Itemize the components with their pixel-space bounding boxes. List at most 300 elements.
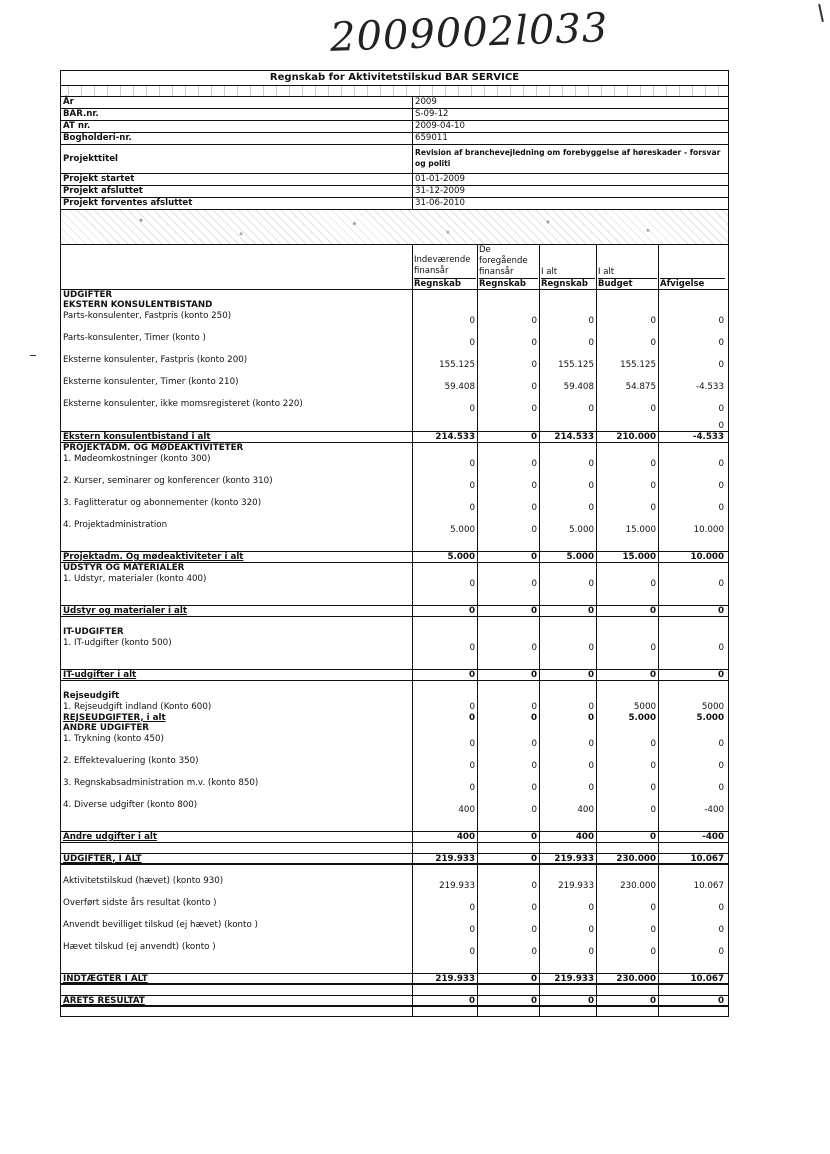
row-label: UDGIFTER, I ALT: [61, 854, 413, 863]
amount-cell: 0: [413, 332, 478, 354]
amount-cell: 0: [540, 475, 597, 497]
empty-cell: [540, 300, 597, 310]
info-key: År: [61, 97, 413, 108]
amount-cell: 0: [478, 996, 540, 1005]
empty-cell: [659, 659, 726, 669]
empty-cell: [659, 821, 726, 831]
amount-cell: 155.125: [540, 354, 597, 376]
row-label: 2. Kurser, seminarer og konferencer (konto 310): [61, 475, 413, 497]
empty-cell: [597, 843, 659, 853]
amount-cell: 0: [540, 453, 597, 475]
table-row: [61, 573, 728, 595]
empty-cell: [478, 1007, 540, 1016]
empty-cell: [659, 985, 726, 995]
amount-cell: 219.933: [540, 974, 597, 983]
amount-cell: 230.000: [597, 875, 659, 897]
amount-cell: 0: [413, 606, 478, 616]
empty-cell: [478, 843, 540, 853]
amount-cell: 0: [478, 733, 540, 755]
spacer-row: [61, 843, 728, 853]
amount-cell: 0: [478, 573, 540, 595]
amount-cell: 0: [478, 755, 540, 777]
row-label: 1. Mødeomkostninger (konto 300): [61, 453, 413, 475]
table-row: [61, 519, 728, 541]
empty-cell: [597, 300, 659, 310]
amount-cell: 15.000: [597, 519, 659, 541]
amount-cell: 5000: [701, 701, 724, 712]
amount-cell: 0: [478, 432, 540, 442]
empty-cell: [659, 691, 726, 701]
empty-cell: [659, 300, 726, 310]
amount-cell: 0: [413, 941, 478, 963]
info-key: Projekt afsluttet: [61, 186, 413, 197]
spacer-row: [61, 1007, 728, 1017]
row-label: Udstyr og materialer i alt: [61, 606, 413, 616]
amount-cell: 0: [478, 453, 540, 475]
table-row: [61, 453, 728, 475]
empty-cell: [540, 659, 597, 669]
spacer-cell: [61, 541, 413, 551]
empty-cell: [413, 300, 478, 310]
column-header-row: [61, 245, 728, 290]
spacer-cell: [61, 821, 413, 831]
section-heading-row: [61, 627, 728, 637]
amount-cell: 0: [597, 832, 659, 842]
amount-cell: 0: [718, 420, 724, 431]
amount-cell: 0: [597, 475, 659, 497]
section-heading: ANDRE UDGIFTER: [61, 723, 413, 733]
empty-cell: [659, 963, 726, 973]
total-row: [61, 995, 728, 1007]
amount-cell: -4.533: [692, 432, 724, 442]
amount-cell: [478, 420, 540, 431]
amount-cell: 0: [597, 670, 659, 680]
amount-cell: 0: [597, 497, 659, 519]
empty-cell: [540, 985, 597, 995]
row-label: INDTÆGTER I ALT: [61, 974, 413, 983]
info-value: 31-12-2009: [415, 186, 465, 196]
amount-cell: 0: [718, 579, 724, 589]
empty-cell: [597, 541, 659, 551]
amount-cell: 0: [478, 637, 540, 659]
empty-cell: [597, 865, 659, 875]
amount-cell: 0: [597, 755, 659, 777]
row-label: 1. Udstyr, materialer (konto 400): [61, 573, 413, 595]
total-row: [61, 853, 728, 865]
amount-cell: 0: [540, 332, 597, 354]
amount-cell: 219.933: [540, 854, 597, 863]
empty-cell: [659, 595, 726, 605]
empty-cell: [413, 627, 478, 637]
empty-cell: [540, 681, 597, 691]
subtotal-row: [61, 605, 728, 617]
amount-cell: 0: [478, 941, 540, 963]
amount-cell: 59.408: [413, 376, 478, 398]
column-header-bottom: Regnskab: [541, 278, 595, 289]
row-label: Hævet tilskud (ej anvendt) (konto ): [61, 941, 413, 963]
row-label: Andre udgifter i alt: [61, 832, 413, 842]
amount-cell: -4.533: [695, 382, 724, 392]
amount-cell: 0: [597, 398, 659, 420]
amount-cell: 0: [478, 919, 540, 941]
empty-cell: [597, 691, 659, 701]
table-row: [61, 897, 728, 919]
amount-cell: 214.533: [540, 432, 597, 442]
info-key: Bogholderi-nr.: [61, 133, 413, 144]
amount-cell: 0: [478, 497, 540, 519]
amount-cell: 0: [478, 606, 540, 616]
spacer-cell: [61, 595, 413, 605]
section-heading: EKSTERN KONSULENTBISTAND: [61, 300, 413, 310]
empty-cell: [478, 443, 540, 453]
amount-cell: 0: [540, 755, 597, 777]
amount-cell: 219.933: [413, 875, 478, 897]
empty-cell: [413, 691, 478, 701]
amount-cell: 400: [413, 832, 478, 842]
amount-cell: 5000: [597, 701, 659, 712]
amount-cell: 0: [597, 733, 659, 755]
table-row: [61, 733, 728, 755]
amount-cell: 0: [478, 310, 540, 332]
empty-cell: [659, 865, 726, 875]
empty-cell: [478, 821, 540, 831]
section-heading: IT-UDGIFTER: [61, 627, 413, 637]
amount-cell: 0: [718, 459, 724, 469]
total-row: [61, 973, 728, 985]
empty-cell: [478, 541, 540, 551]
info-row-projekt-forventes-afsluttet: [61, 198, 728, 210]
table-row: [61, 755, 728, 777]
amount-cell: 0: [413, 712, 478, 723]
amount-cell: 0: [478, 376, 540, 398]
amount-cell: 0: [718, 503, 724, 513]
ledger-rows: [61, 290, 728, 1017]
section-heading: UDGIFTER: [61, 290, 413, 300]
empty-cell: [659, 1007, 726, 1016]
amount-cell: 0: [478, 799, 540, 821]
amount-cell: 0: [540, 701, 597, 712]
row-label: Overført sidste års resultat (konto ): [61, 897, 413, 919]
row-label: 3. Regnskabsadministration m.v. (konto 850): [61, 777, 413, 799]
empty-cell: [597, 1007, 659, 1016]
row-label: IT-udgifter i alt: [61, 670, 413, 680]
empty-cell: [478, 659, 540, 669]
amount-cell: [413, 420, 478, 431]
empty-cell: [540, 290, 597, 300]
empty-cell: [597, 963, 659, 973]
spacer-row: [61, 681, 728, 691]
sheet-title: Regnskab for Aktivitetstilskud BAR SERVICE: [61, 71, 728, 86]
section-heading: Rejseudgift: [61, 691, 413, 701]
column-header-bottom: Regnskab: [414, 278, 476, 289]
row-label: Parts-konsulenter, Timer (konto ): [61, 332, 413, 354]
amount-cell: 10.000: [690, 552, 724, 562]
subtotal-row: [61, 712, 728, 723]
empty-cell: [478, 563, 540, 573]
amount-cell: 0: [478, 875, 540, 897]
table-row: [61, 398, 728, 420]
amount-cell: 0: [717, 670, 724, 680]
empty-cell: [540, 691, 597, 701]
row-label: 2. Effektevaluering (konto 350): [61, 755, 413, 777]
empty-cell: [413, 985, 478, 995]
amount-cell: 0: [413, 453, 478, 475]
amount-cell: 0: [717, 606, 724, 616]
empty-cell: [478, 691, 540, 701]
spacer-cell: [61, 1007, 413, 1016]
amount-cell: 0: [478, 854, 540, 863]
amount-cell: 10.067: [690, 973, 724, 984]
empty-cell: [413, 723, 478, 733]
info-row-at-nr: [61, 121, 728, 133]
amount-cell: 214.533: [413, 432, 478, 442]
amount-cell: 0: [597, 637, 659, 659]
empty-cell: [413, 1007, 478, 1016]
empty-cell: [478, 290, 540, 300]
info-value: Revision af branchevejledning om forebyggelse af høreskader - forsvar og politi: [415, 148, 721, 168]
empty-cell: [659, 563, 726, 573]
column-header-top: De foregående finansår: [479, 245, 528, 277]
amount-cell: 0: [540, 996, 597, 1005]
amount-cell: 0: [597, 606, 659, 616]
amount-cell: 0: [540, 897, 597, 919]
amount-cell: 155.125: [413, 354, 478, 376]
column-header: [597, 245, 659, 289]
table-row: [61, 354, 728, 376]
amount-cell: 10.000: [693, 525, 724, 535]
column-header-top: Indeværende finansår: [414, 255, 471, 276]
handwritten-document-number: 2009002l033: [329, 5, 610, 61]
amount-cell: 0: [478, 777, 540, 799]
empty-cell: [413, 541, 478, 551]
amount-cell: 0: [413, 919, 478, 941]
amount-cell: 0: [413, 573, 478, 595]
info-key: Projekttitel: [61, 145, 413, 173]
amount-cell: 230.000: [597, 974, 659, 983]
info-row-projekt-afsluttet: [61, 186, 728, 198]
amount-cell: 0: [717, 995, 724, 1006]
amount-cell: 0: [597, 941, 659, 963]
row-label: 4. Projektadministration: [61, 519, 413, 541]
amount-cell: 0: [413, 497, 478, 519]
empty-cell: [413, 617, 478, 627]
spacer-cell: [61, 985, 413, 995]
empty-cell: [478, 985, 540, 995]
section-heading: UDSTYR OG MATERIALER: [61, 563, 413, 573]
row-label-empty: [61, 420, 413, 431]
amount-cell: 0: [413, 637, 478, 659]
spacer-cell: [61, 865, 413, 875]
section-heading-row: [61, 563, 728, 573]
amount-cell: 0: [413, 670, 478, 680]
row-label: Projektadm. Og mødeaktiviteter i alt: [61, 552, 413, 562]
empty-cell: [540, 1007, 597, 1016]
spacer-cell: [61, 681, 413, 691]
column-header: [413, 245, 478, 289]
empty-cell: [478, 595, 540, 605]
info-row-year: [61, 97, 728, 109]
accounting-sheet: [60, 70, 729, 1017]
empty-cell: [413, 963, 478, 973]
amount-cell: 0: [478, 832, 540, 842]
amount-cell: 0: [718, 761, 724, 771]
amount-cell: 230.000: [597, 854, 659, 863]
amount-cell: 0: [413, 777, 478, 799]
amount-cell: 400: [540, 799, 597, 821]
empty-cell: [659, 443, 726, 453]
amount-cell: 0: [478, 475, 540, 497]
amount-cell: 0: [478, 519, 540, 541]
table-row: [61, 420, 728, 431]
empty-cell: [597, 627, 659, 637]
empty-cell: [540, 843, 597, 853]
empty-cell: [413, 290, 478, 300]
spacer-row: [61, 963, 728, 973]
table-row: [61, 376, 728, 398]
subtotal-row: [61, 669, 728, 681]
empty-cell: [597, 985, 659, 995]
section-heading-row: [61, 443, 728, 453]
info-row-bogholderi-nr: [61, 133, 728, 145]
row-label: ÅRETS RESULTAT: [61, 996, 413, 1005]
empty-cell: [478, 617, 540, 627]
amount-cell: 219.933: [413, 854, 478, 863]
amount-cell: 59.408: [540, 376, 597, 398]
amount-cell: 0: [478, 398, 540, 420]
row-label: REJSEUDGIFTER, i alt: [61, 712, 413, 723]
empty-cell: [597, 290, 659, 300]
empty-cell: [597, 681, 659, 691]
amount-cell: -400: [702, 832, 724, 842]
empty-cell: [413, 821, 478, 831]
amount-cell: 0: [597, 799, 659, 821]
table-row: [61, 475, 728, 497]
empty-cell: [540, 617, 597, 627]
column-header-bottom: Budget: [598, 278, 657, 289]
amount-cell: 219.933: [413, 974, 478, 983]
empty-cell: [597, 595, 659, 605]
amount-cell: [597, 420, 659, 431]
empty-cell: [413, 843, 478, 853]
table-row: [61, 310, 728, 332]
empty-cell: [659, 541, 726, 551]
amount-cell: 0: [540, 606, 597, 616]
amount-cell: [540, 420, 597, 431]
table-row: [61, 777, 728, 799]
empty-cell: [659, 290, 726, 300]
amount-cell: 0: [718, 338, 724, 348]
amount-cell: 0: [413, 996, 478, 1005]
amount-cell: 0: [597, 996, 659, 1005]
amount-cell: 0: [718, 316, 724, 326]
edge-pen-mark: [818, 4, 824, 22]
empty-cell: [413, 443, 478, 453]
row-label: Anvendt bevilliget tilskud (ej hævet) (konto ): [61, 919, 413, 941]
empty-cell: [413, 681, 478, 691]
spacer-row: [61, 595, 728, 605]
section-heading-row: [61, 691, 728, 701]
margin-dash: [30, 355, 36, 356]
amount-cell: 0: [540, 733, 597, 755]
amount-cell: 0: [478, 332, 540, 354]
row-label: 1. IT-udgifter (konto 500): [61, 637, 413, 659]
scan-noise-band: [61, 86, 728, 97]
amount-cell: 15.000: [597, 552, 659, 562]
amount-cell: 0: [718, 947, 724, 957]
empty-cell: [597, 443, 659, 453]
info-key: Projekt forventes afsluttet: [61, 198, 413, 209]
amount-cell: 0: [540, 573, 597, 595]
spacer-cell: [61, 659, 413, 669]
empty-cell: [659, 617, 726, 627]
table-row: [61, 497, 728, 519]
empty-cell: [597, 563, 659, 573]
spacer-row: [61, 659, 728, 669]
empty-cell: [540, 595, 597, 605]
amount-cell: 0: [478, 974, 540, 983]
spacer-row: [61, 821, 728, 831]
amount-cell: 0: [413, 701, 478, 712]
info-key: BAR.nr.: [61, 109, 413, 120]
amount-cell: 0: [597, 897, 659, 919]
empty-cell: [597, 723, 659, 733]
amount-cell: 0: [540, 310, 597, 332]
empty-cell: [540, 541, 597, 551]
table-row: [61, 799, 728, 821]
amount-cell: 0: [718, 739, 724, 749]
row-label: 4. Diverse udgifter (konto 800): [61, 799, 413, 821]
column-header: [659, 245, 726, 289]
row-label: Eksterne konsulenter, Fastpris (konto 200): [61, 354, 413, 376]
amount-cell: 10.067: [693, 881, 724, 891]
amount-cell: -400: [704, 805, 724, 815]
amount-cell: 0: [413, 310, 478, 332]
spacer-row: [61, 985, 728, 995]
info-row-projekt-startet: [61, 174, 728, 186]
amount-cell: 5.000: [413, 519, 478, 541]
amount-cell: 219.933: [540, 875, 597, 897]
amount-cell: 0: [413, 475, 478, 497]
amount-cell: 0: [597, 332, 659, 354]
amount-cell: 0: [478, 712, 540, 723]
subtotal-row: [61, 551, 728, 563]
section-heading-row: [61, 290, 728, 300]
amount-cell: 0: [540, 497, 597, 519]
spacer-cell: [61, 617, 413, 627]
amount-cell: 54.875: [597, 376, 659, 398]
info-value: S-09-12: [415, 109, 449, 119]
info-value: 01-01-2009: [415, 174, 465, 184]
empty-cell: [478, 865, 540, 875]
section-heading-row: [61, 723, 728, 733]
amount-cell: 0: [597, 777, 659, 799]
amount-cell: 400: [413, 799, 478, 821]
row-label: Parts-konsulenter, Fastpris (konto 250): [61, 310, 413, 332]
row-label: 1. Rejseudgift indland (Konto 600): [61, 701, 413, 712]
spacer-row: [61, 617, 728, 627]
amount-cell: 0: [478, 552, 540, 562]
amount-cell: 5.000: [540, 519, 597, 541]
amount-cell: 0: [478, 897, 540, 919]
spacer-row: [61, 541, 728, 551]
amount-cell: 5.000: [540, 552, 597, 562]
empty-cell: [540, 963, 597, 973]
amount-cell: 0: [718, 360, 724, 370]
column-header-spacer: [61, 245, 413, 289]
info-value: 2009-04-10: [415, 121, 465, 131]
empty-cell: [659, 723, 726, 733]
subtotal-row: [61, 831, 728, 843]
